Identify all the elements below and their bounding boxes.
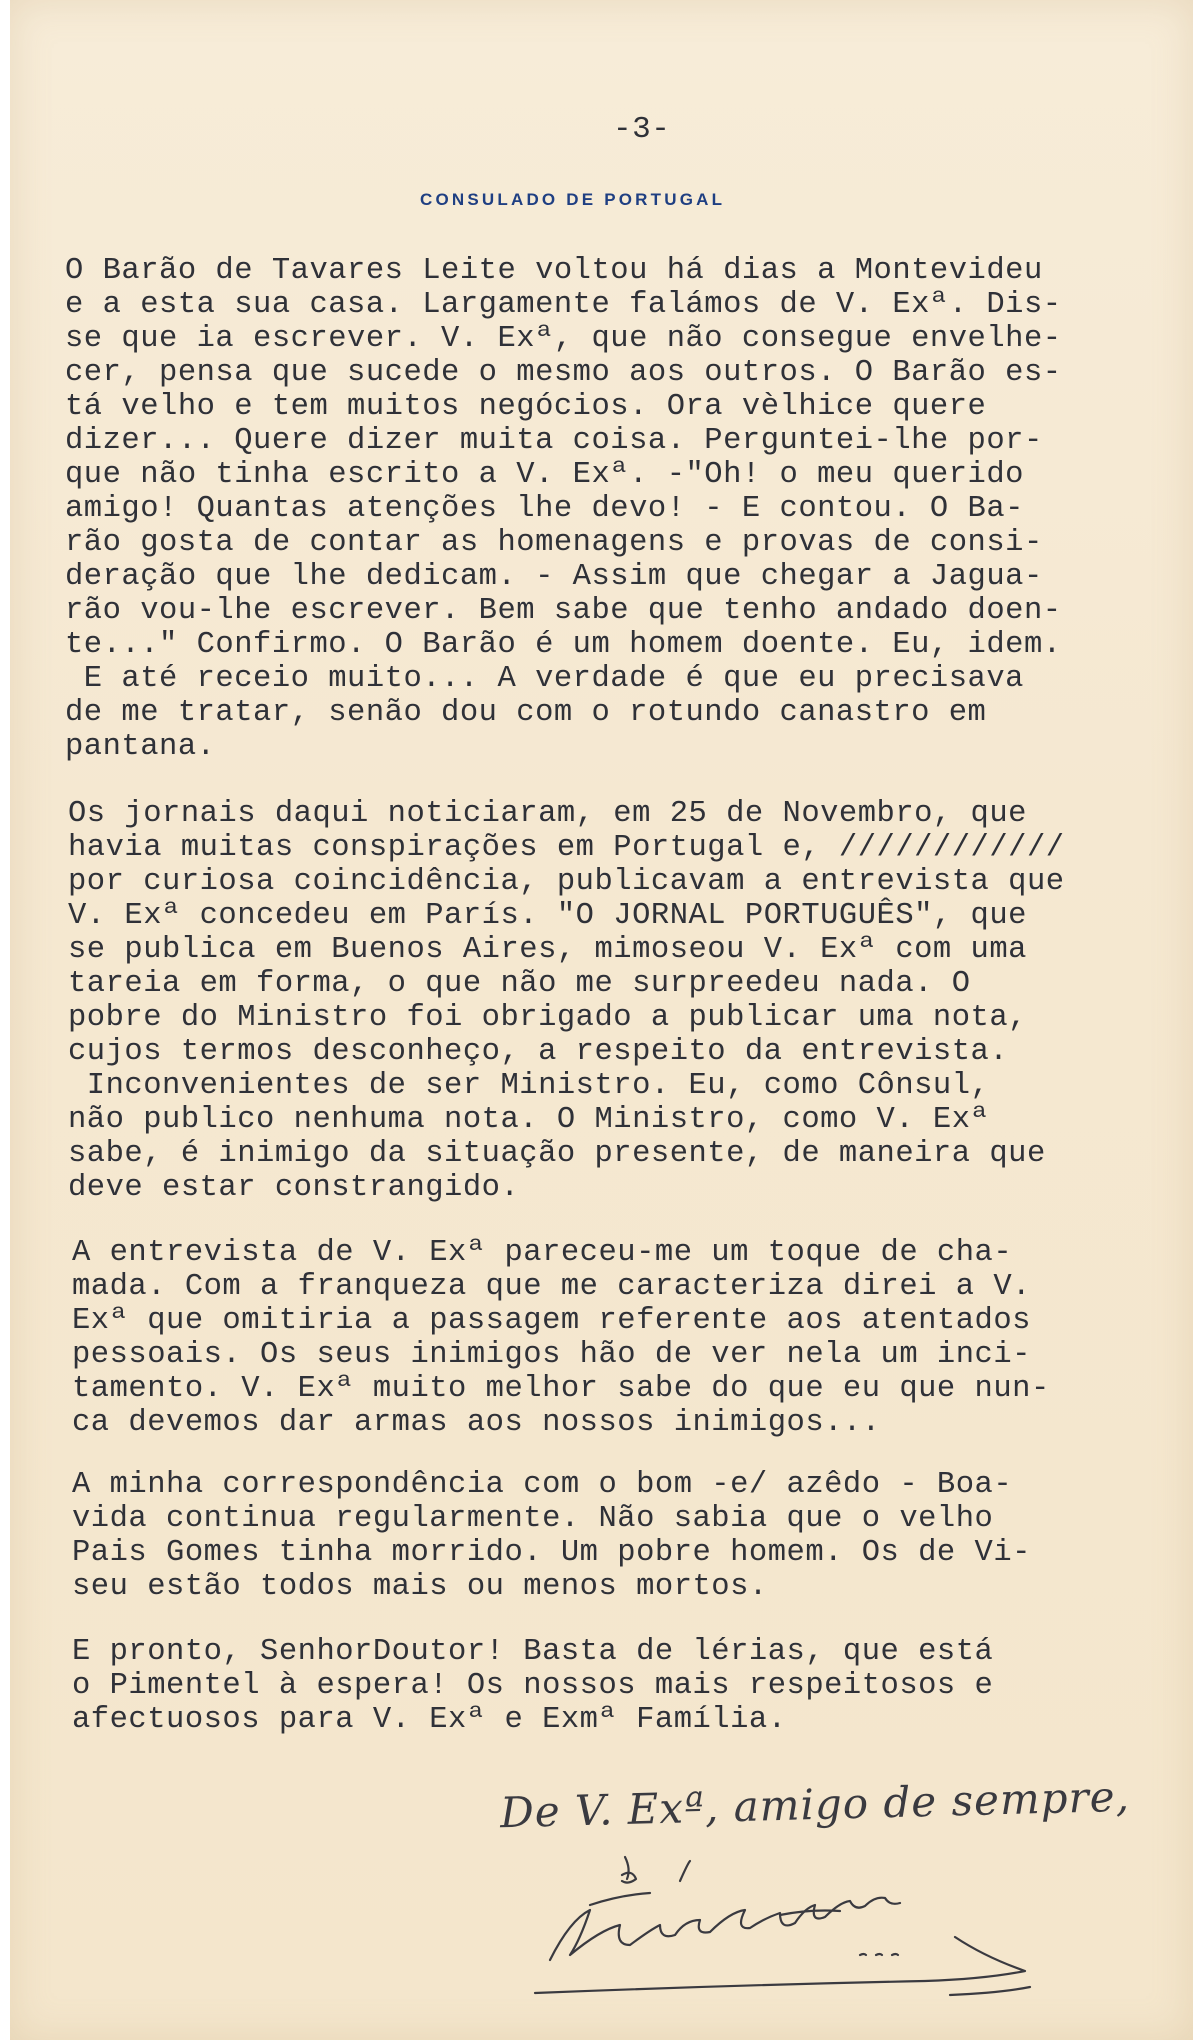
text-line: havia muitas conspirações em Portugal e, //////////// <box>68 831 1065 865</box>
text-line: e a esta sua casa. Largamente falámos de V. Exª. Dis- <box>65 288 1062 322</box>
letterhead: CONSULADO DE PORTUGAL <box>420 190 726 209</box>
text-line: te..." Confirmo. O Barão é um homem doente. Eu, idem. <box>65 628 1062 662</box>
text-line: por curiosa coincidência, publicavam a entrevista que <box>68 865 1065 899</box>
text-line: não publico nenhuma nota. O Ministro, como V. Exª <box>68 1103 990 1137</box>
handwritten-closing: De V. Exª, amigo de sempre, <box>499 1771 1131 1838</box>
text-line: vida continua regularmente. Não sabia que o velho <box>72 1502 994 1536</box>
letter-page <box>10 0 1193 2040</box>
text-line: V. Exª concedeu em París. "O JORNAL PORTUGUÊS", que <box>68 899 1027 933</box>
text-line: A minha correspondência com o bom -e/ azêdo - Boa- <box>72 1468 1013 1502</box>
text-line: cer, pensa que sucede o mesmo aos outros. O Barão es- <box>65 356 1062 390</box>
text-line: de me tratar, senão dou com o rotundo canastro em <box>65 696 987 730</box>
text-line: o Pimentel à espera! Os nossos mais respeitosos e <box>72 1669 994 1703</box>
paragraph-1 <box>10 0 1193 764</box>
text-line: Inconvenientes de ser Ministro. Eu, como Cônsul, <box>68 1069 990 1103</box>
text-line: rão gosta de contar as homenagens e provas de consi- <box>65 526 1043 560</box>
text-line: Exª que omitiria a passagem referente aos atentados <box>72 1304 1031 1338</box>
text-line: rão vou-lhe escrever. Bem sabe que tenho andado doen- <box>65 594 1062 628</box>
text-line: amigo! Quantas atenções lhe devo! - E contou. O Ba- <box>65 492 1024 526</box>
text-line: tareia em forma, o que não me surpreedeu nada. O <box>68 967 971 1001</box>
text-line: O Barão de Tavares Leite voltou há dias a Montevideu <box>65 254 1043 288</box>
text-line: afectuosos para V. Exª e Exmª Família. <box>72 1703 787 1737</box>
text-line: pessoais. Os seus inimigos hão de ver nela um inci- <box>72 1338 1031 1372</box>
text-line: tamento. V. Exª muito melhor sabe do que eu que nun- <box>72 1372 1050 1406</box>
page-number: -3- <box>613 112 671 147</box>
text-line: tá velho e tem muitos negócios. Ora vèlhice quere <box>65 390 987 424</box>
text-line: A entrevista de V. Exª pareceu-me um toque de cha- <box>72 1236 1013 1270</box>
text-line: que não tinha escrito a V. Exª. -"Oh! o meu querido <box>65 458 1024 492</box>
text-line: pantana. <box>65 730 216 764</box>
text-line: E até receio muito... A verdade é que eu precisava <box>65 662 1024 696</box>
handwritten-signature <box>530 1845 1120 2005</box>
text-line: seu estão todos mais ou menos mortos. <box>72 1570 768 1604</box>
text-line: se que ia escrever. V. Exª, que não consegue envelhe- <box>65 322 1062 356</box>
text-line: dizer... Quere dizer muita coisa. Perguntei-lhe por- <box>65 424 1043 458</box>
text-line: deve estar constrangido. <box>68 1171 520 1205</box>
text-line: Pais Gomes tinha morrido. Um pobre homem. Os de Vi- <box>72 1536 1031 1570</box>
text-line: se publica em Buenos Aires, mimoseou V. Exª com uma <box>68 933 1027 967</box>
text-line: mada. Com a franqueza que me caracteriza direi a V. <box>72 1270 1031 1304</box>
text-line: cujos termos desconheço, a respeito da entrevista. <box>68 1035 1009 1069</box>
text-line: E pronto, SenhorDoutor! Basta de lérias, que está <box>72 1635 994 1669</box>
text-line: pobre do Ministro foi obrigado a publicar uma nota, <box>68 1001 1027 1035</box>
text-line: ca devemos dar armas aos nossos inimigos... <box>72 1406 881 1440</box>
text-line: Os jornais daqui noticiaram, em 25 de Novembro, que <box>68 797 1027 831</box>
text-line: deração que lhe dedicam. - Assim que chegar a Jagua- <box>65 560 1043 594</box>
text-line: sabe, é inimigo da situação presente, de maneira que <box>68 1137 1046 1171</box>
